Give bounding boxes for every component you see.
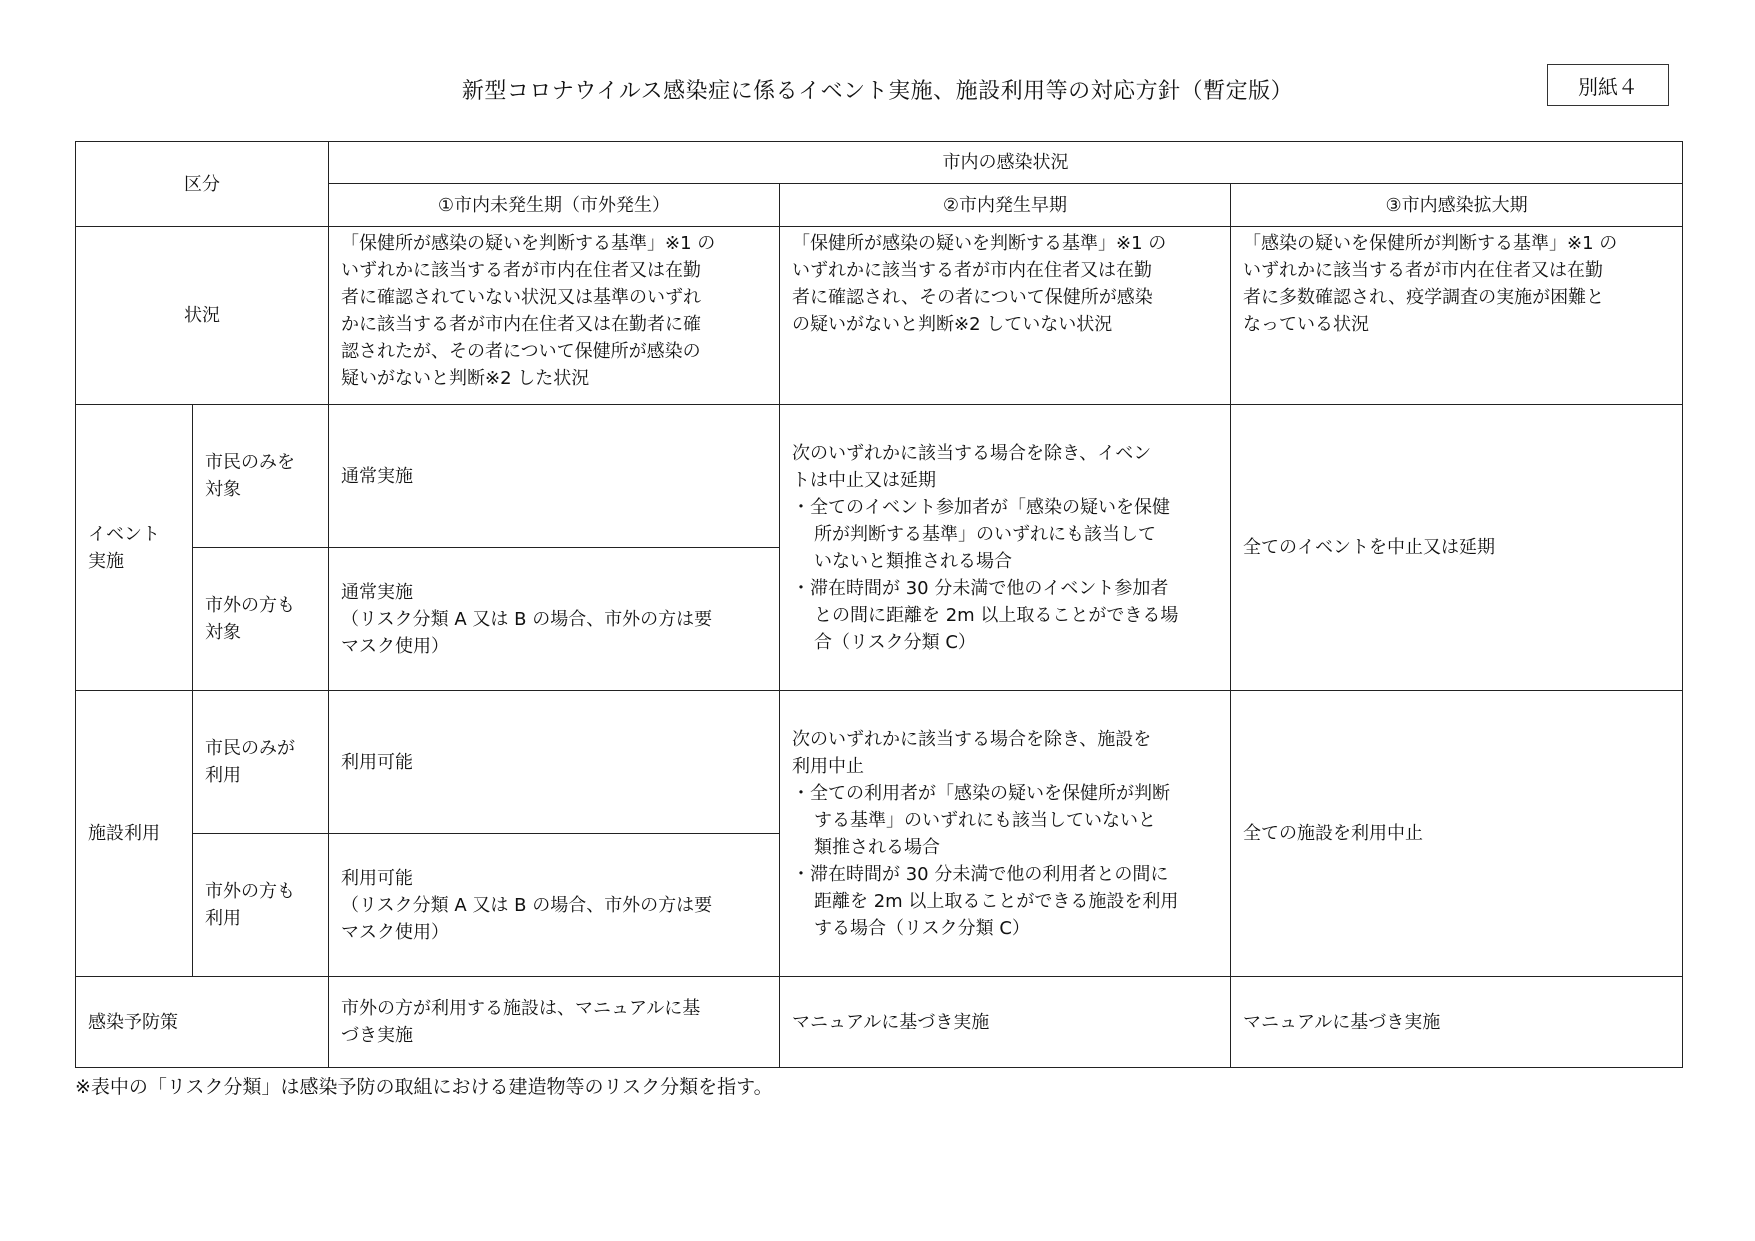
- policy-table: [75, 141, 1683, 1068]
- phase-2-header: ②市内発生早期: [780, 184, 1231, 227]
- prevention-row: [76, 977, 1683, 1068]
- event-phase-2: 次のいずれかに該当する場合を除き、イベン トは中止又は延期 ・全てのイベント参加者が「感染の疑いを保健 所が判断する基準」のいずれにも該当して いないと類推される場合 ・滞在時間が 30 分未満で他のイベント参加者 との間に距離を 2m 以上取ることができる場 合（リスク分類 C）: [780, 405, 1231, 691]
- facility-phase-2: 次のいずれかに該当する場合を除き、施設を 利用中止 ・全ての利用者が「感染の疑いを保健所が判断 する基準」のいずれにも該当していないと 類推される場合 ・滞在時間が 30 分未満で他の利用者との間に 距離を 2m 以上取ることができる施設を利用 する場合（リスク分類 C）: [780, 691, 1231, 977]
- facility-others-phase-1: 利用可能 （リスク分類 A 又は B の場合、市外の方は要 マスク使用）: [329, 834, 780, 977]
- prevention-phase-1: 市外の方が利用する施設は、マニュアルに基 づき実施: [329, 977, 780, 1068]
- facility-others-label: 市外の方も 利用: [193, 834, 329, 977]
- event-others-phase-1: 通常実施 （リスク分類 A 又は B の場合、市外の方は要 マスク使用）: [329, 548, 780, 691]
- situation-phase-1: 「保健所が感染の疑いを判断する基準」※1 の いずれかに該当する者が市内在住者又は在勤 者に確認されていない状況又は基準のいずれ かに該当する者が市内在住者又は在勤者に確 認されたが、その者について保健所が感染の 疑いがないと判断※2 した状況: [329, 227, 780, 405]
- situation-phase-3: 「感染の疑いを保健所が判断する基準」※1 の いずれかに該当する者が市内在住者又は在勤 者に多数確認され、疫学調査の実施が困難と なっている状況: [1231, 227, 1683, 405]
- prevention-phase-2: マニュアルに基づき実施: [780, 977, 1231, 1068]
- facility-phase-3: 全ての施設を利用中止: [1231, 691, 1683, 977]
- attachment-label: 別紙４: [1547, 64, 1669, 106]
- situation-label: 状況: [76, 227, 329, 405]
- phase-1-header: ①市内未発生期（市外発生）: [329, 184, 780, 227]
- event-residents-row: [76, 405, 1683, 548]
- table-header-row: [76, 142, 1683, 184]
- facility-label: 施設利用: [76, 691, 193, 977]
- prevention-label: 感染予防策: [76, 977, 329, 1068]
- event-residents-label: 市民のみを 対象: [193, 405, 329, 548]
- facility-residents-phase-1: 利用可能: [329, 691, 780, 834]
- footnote: ※表中の「リスク分類」は感染予防の取組における建造物等のリスク分類を指す。: [75, 1076, 773, 1098]
- situation-row: [76, 227, 1683, 405]
- prevention-phase-3: マニュアルに基づき実施: [1231, 977, 1683, 1068]
- category-header: 区分: [76, 142, 329, 227]
- document-title: 新型コロナウイルス感染症に係るイベント実施、施設利用等の対応方針（暫定版）: [461, 79, 1294, 104]
- status-header: 市内の感染状況: [329, 142, 1683, 184]
- event-others-label: 市外の方も 対象: [193, 548, 329, 691]
- situation-phase-2: 「保健所が感染の疑いを判断する基準」※1 の いずれかに該当する者が市内在住者又は在勤 者に確認され、その者について保健所が感染 の疑いがないと判断※2 していない状況: [780, 227, 1231, 405]
- facility-residents-row: [76, 691, 1683, 834]
- event-residents-phase-1: 通常実施: [329, 405, 780, 548]
- event-label: イベント 実施: [76, 405, 193, 691]
- event-phase-3: 全てのイベントを中止又は延期: [1231, 405, 1683, 691]
- facility-residents-label: 市民のみが 利用: [193, 691, 329, 834]
- phase-3-header: ③市内感染拡大期: [1231, 184, 1683, 227]
